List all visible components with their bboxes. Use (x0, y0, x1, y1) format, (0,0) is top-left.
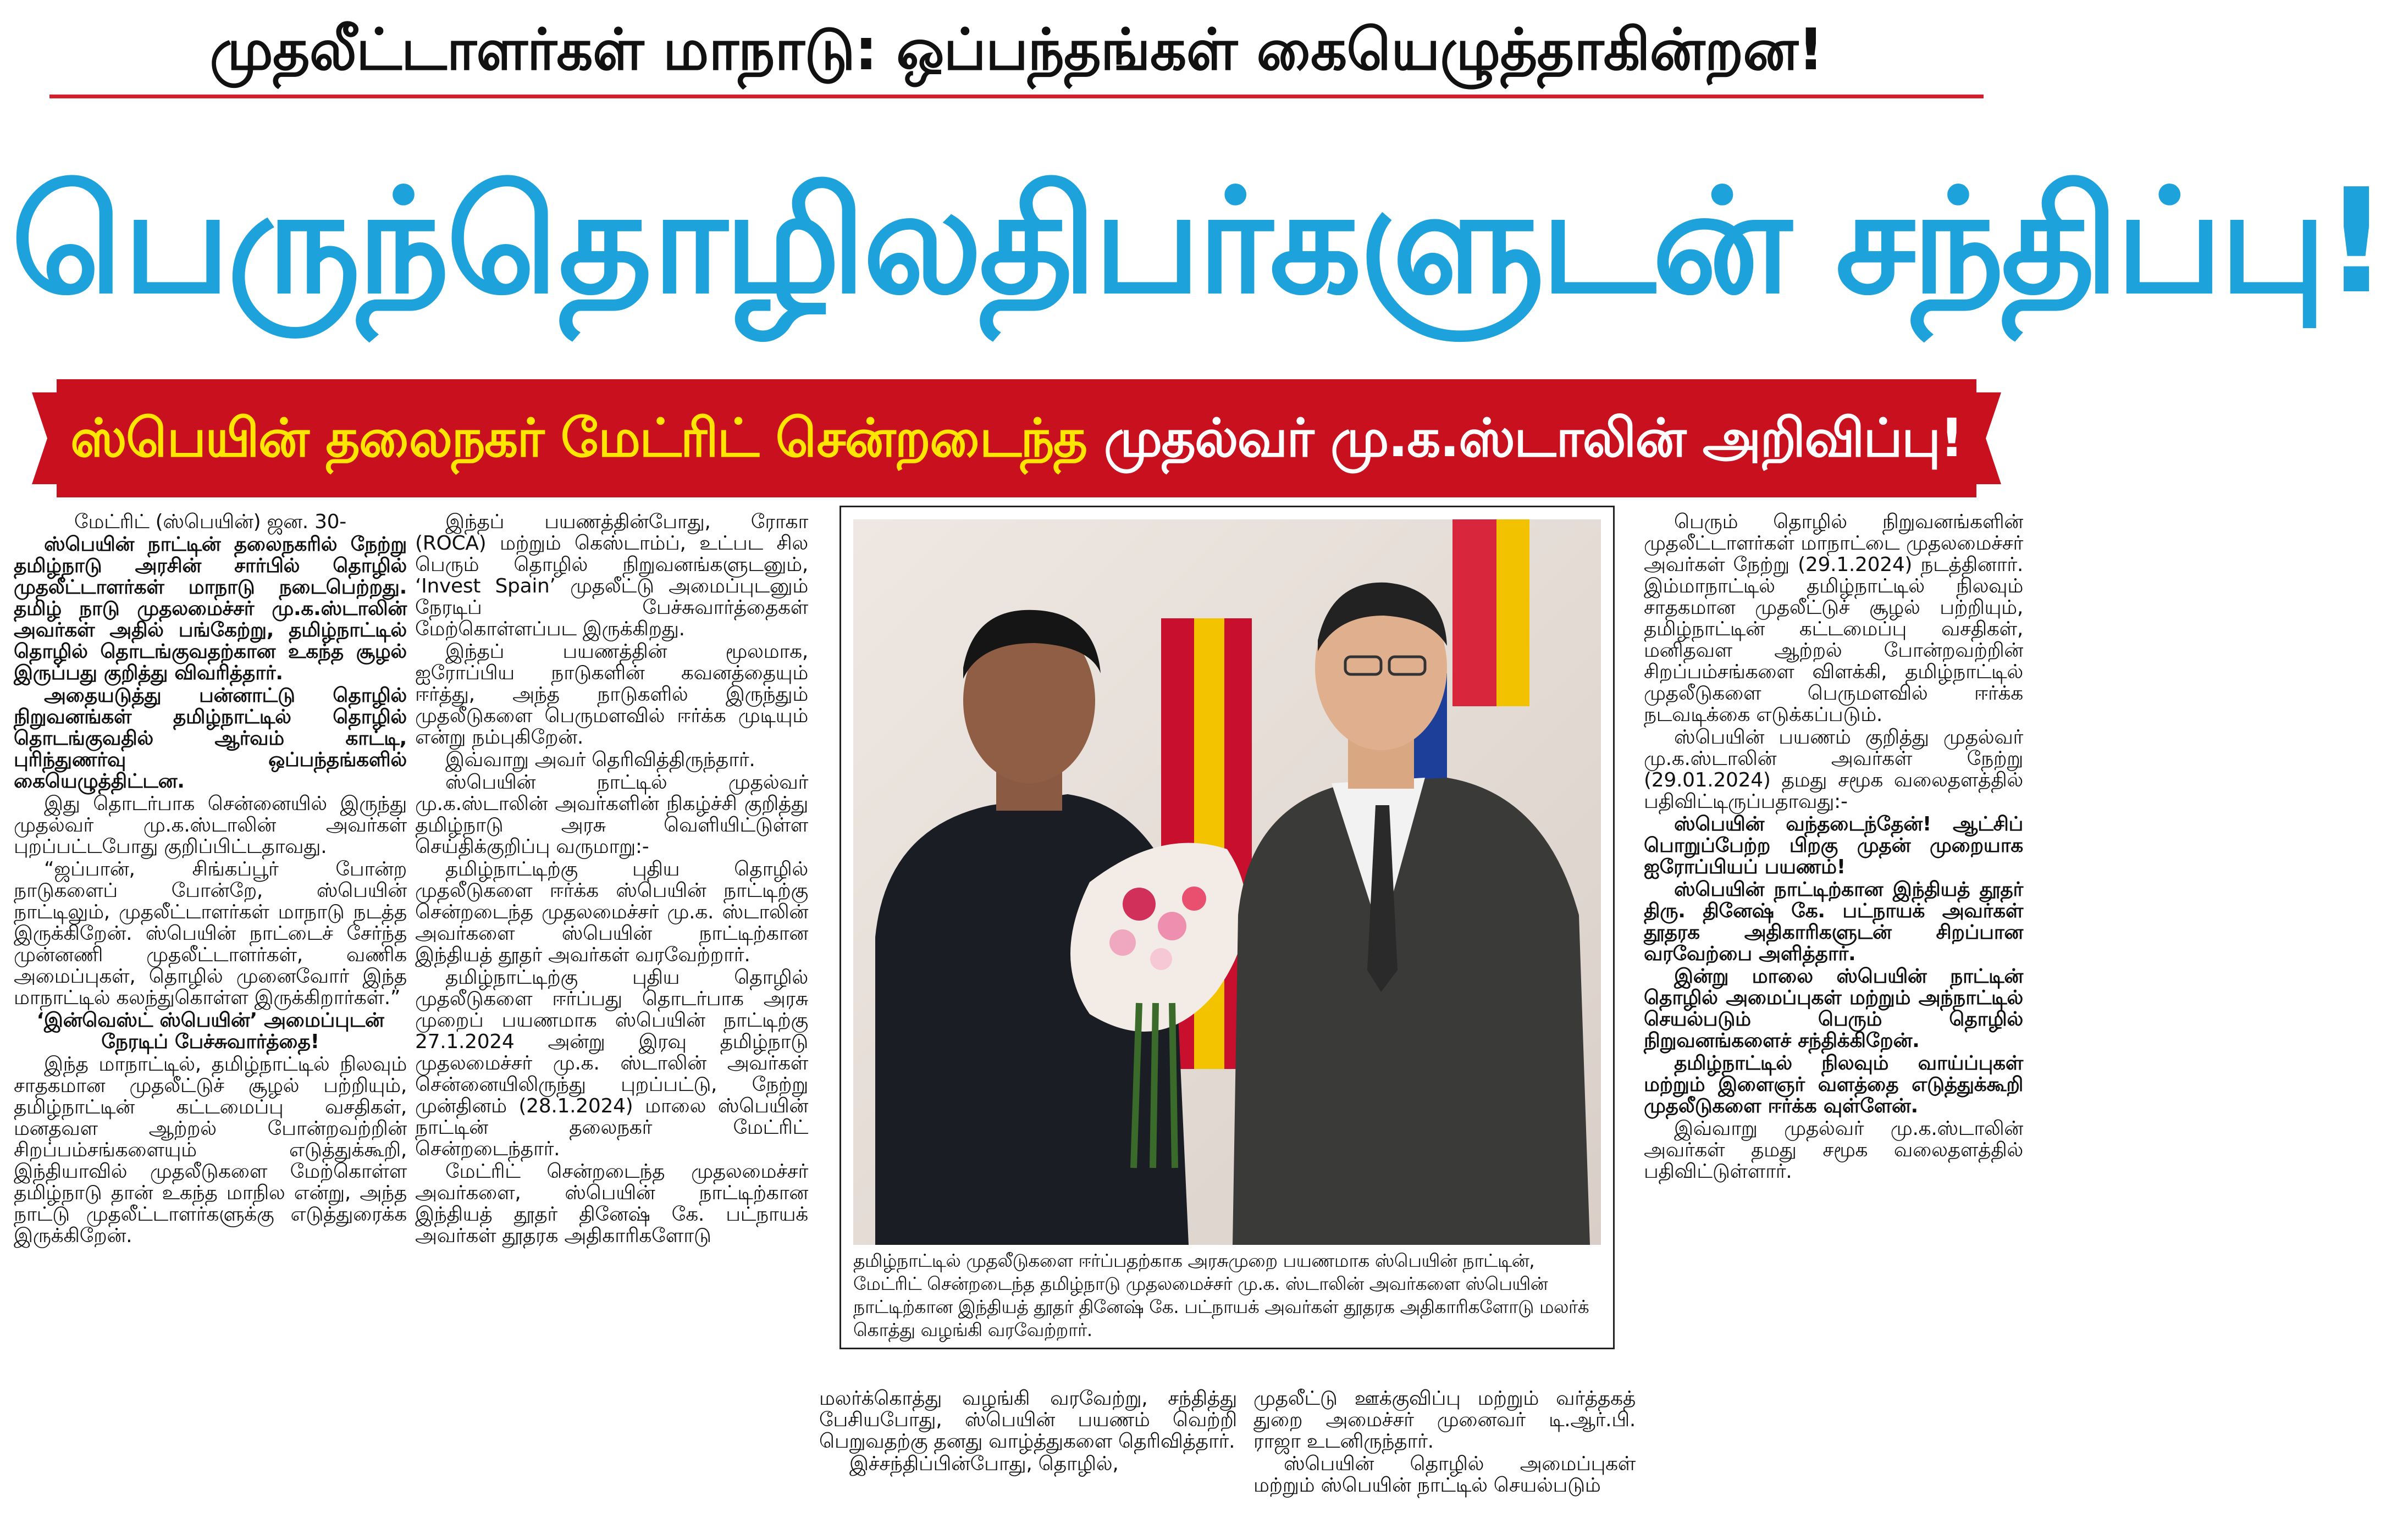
paragraph: தமிழ்நாட்டிற்கு புதிய தொழில் முதலீடுகளை ஈர்க்க ஸ்பெயின் நாட்டிற்கு சென்றடைந்த முதலமைச்சர் மு.க. ஸ்டாலின் அவர்களை ஸ்பெயின் நாட்டிற்கான இந்தியத் தூதர் அவர்கள் வரவேற்றார். (415, 858, 808, 966)
paragraph: ஸ்பெயின் தொழில் அமைப்புகள் மற்றும் ஸ்பெயின் நாட்டில் செயல்படும் (1253, 1453, 1636, 1497)
paragraph: மலர்க்கொத்து வழங்கி வரவேற்று, சந்தித்து பேசியபோது, ஸ்பெயின் பயணம் வெற்றி பெறுவதற்கு தனது வாழ்த்துகளை தெரிவித்தார். (819, 1387, 1237, 1453)
paragraph: இது தொடர்பாக சென்னையில் இருந்து முதல்வர் மு.க.ஸ்டாலின் அவர்கள் புறப்பட்டபோது குறிப்பிட்டதாவது. (14, 793, 407, 858)
social-post-paragraph: ஸ்பெயின் வந்தடைந்தேன்! ஆட்சிப் பொறுப்பேற்ற பிறகு முதன் முறையாக ஐரோப்பியப் பயணம்! (1644, 813, 2023, 878)
paragraph: இந்தப் பயணத்தின் மூலமாக, ஐரோப்பிய நாடுகளின் கவனத்தையும் ஈர்த்து, அந்த நாடுகளில் இருந்தும் முதலீடுகளை பெருமளவில் ஈர்க்க முடியும் என்று நம்புகிறேன். (415, 640, 808, 749)
social-post-paragraph: இன்று மாலை ஸ்பெயின் நாட்டின் தொழில் அமைப்புகள் மற்றும் அந்நாட்டில் செயல்படும் பெரும் தொழில் நிறுவனங்களைச் சந்திக்கிறேன். (1644, 965, 2023, 1052)
paragraph: ஸ்பெயின் நாட்டில் முதல்வர் மு.க.ஸ்டாலின் அவர்களின் நிகழ்ச்சி குறித்து தமிழ்நாடு அரசு வெளியிட்டுள்ள செய்திக்குறிப்பு வருமாறு:- (415, 771, 808, 858)
main-headline: பெருந்தொழிலதிபர்களுடன் சந்திப்பு! (11, 158, 2386, 325)
banner-text (57, 379, 1976, 497)
paragraph: தமிழ்நாட்டிற்கு புதிய தொழில் முதலீடுகளை ஈர்ப்பது தொடர்பாக அரசு முறைப் பயணமாக ஸ்பெயின் நாட்டிற்கு 27.1.2024 அன்று இரவு தமிழ்நாடு முதலமைச்சர் மு.க. ஸ்டாலின் அவர்கள் சென்னையிலிருந்து புறப்பட்டு, நேற்று முன்தினம் (28.1.2024) மாலை ஸ்பெயின் நாட்டின் தலைநகர் மேட்ரிட் சென்றடைந்தார். (415, 966, 808, 1160)
article-column-4 (1253, 1388, 1636, 1540)
quote-paragraph: “ஜப்பான், சிங்கப்பூர் போன்ற நாடுகளைப் போன்றே, ஸ்பெயின் நாட்டிலும், முதலீட்டாளர்கள் மாநாடு நடத்த இருக்கிறேன். ஸ்பெயின் நாட்டைச் சேர்ந்த முன்னணி முதலீட்டாளர்கள், வணிக அமைப்புகள், தொழில் முனைவோர் இந்த மாநாட்டில் கலந்துகொள்ள இருக்கிறார்கள்.” (14, 858, 407, 1009)
paragraph: ஸ்பெயின் நாட்டின் தலைநகரில் நேற்று தமிழ்நாடு அரசின் சார்பில் தொழில் முதலீட்டாளர்கள் மாநாடு நடைபெற்றது. தமிழ் நாடு முதலமைச்சர் மு.க.ஸ்டாலின் அவர்கள் அதில் பங்கேற்று, தமிழ்நாட்டில் தொழில் தொடங்குவதற்கான உகந்த சூழல் இருப்பது குறித்து விவரித்தார். (14, 533, 407, 684)
paragraph: மேட்ரிட் சென்றடைந்த முதலமைச்சர் அவர்களை, ஸ்பெயின் நாட்டிற்கான இந்தியத் தூதர் தினேஷ் கே. பட்நாயக் அவர்கள் தூதரக அதிகாரிகளோடு (415, 1160, 808, 1247)
news-photo (853, 519, 1601, 1245)
social-post-paragraph: ஸ்பெயின் நாட்டிற்கான இந்தியத் தூதர் திரு. தினேஷ் கே. பட்நாயக் அவர்கள் தூதரக அதிகாரிகளுடன் சிறப்பான வரவேற்பை அளித்தார். (1644, 878, 2023, 965)
social-post-paragraph: தமிழ்நாட்டில் நிலவும் வாய்ப்புகள் மற்றும் இளைஞர் வளத்தை எடுத்துக்கூறி முதலீடுகளை ஈர்க்க வுள்ளேன். (1644, 1052, 2023, 1117)
paragraph: இவ்வாறு முதல்வர் மு.க.ஸ்டாலின் அவர்கள் தமது சமூக வலைதளத்தில் பதிவிட்டுள்ளார். (1644, 1117, 2023, 1183)
paragraph: இச்சந்திப்பின்போது, தொழில், (849, 1453, 1119, 1475)
photo-caption: தமிழ்நாட்டில் முதலீடுகளை ஈர்ப்பதற்காக அரசுமுறை பயணமாக ஸ்பெயின் நாட்டின், மேட்ரிட் சென்றடைந்த தமிழ்நாடு முதலமைச்சர் மு.க. ஸ்டாலின் அவர்களை ஸ்பெயின் நாட்டிற்கான இந்தியத் தூதர் தினேஷ் கே. பட்நாயக் அவர்கள் தூதரக அதிகாரிகளோடு மலர்க் கொத்து வழங்கி வரவேற்றார். (853, 1250, 1589, 1340)
paragraph: இவ்வாறு அவர் தெரிவித்திருந்தார். (445, 749, 755, 771)
subheadline-banner (32, 379, 2001, 497)
paragraph: இந்த மாநாட்டில், தமிழ்நாட்டில் நிலவும் சாதகமான முதலீட்டுச் சூழல் பற்றியும், தமிழ்நாட்டின் கட்டமைப்பு வசதிகள், மனதவள ஆற்றல் போன்றவற்றின் சிறப்பம்சங்களையும் எடுத்துக்கூறி, இந்தியாவில் முதலீடுகளை மேற்கொள்ள தமிழ்நாடு தான் உகந்த மாநில என்று, அந்த நாட்டு முதலீட்டாளர்களுக்கு எடுத்துரைக்க இருக்கிறேன். (14, 1053, 407, 1247)
banner-part2: முதல்வர் மு.க.ஸ்டாலின் அறிவிப்பு! (1103, 407, 1963, 469)
article-column-1 (14, 511, 407, 1540)
kicker-headline: முதலீட்டாளர்கள் மாநாடு: ஒப்பந்தங்கள் கையெழுத்தாகின்றன! (209, 16, 1824, 83)
paragraph: அதையடுத்து பன்னாட்டு தொழில் நிறுவனங்கள் தமிழ்நாட்டில் தொழில் தொடங்குவதில் ஆர்வம் காட்டி, புரிந்துணர்வு ஒப்பந்தங்களில் கையெழுத்திட்டன. (14, 684, 407, 793)
dateline: மேட்ரிட் (ஸ்பெயின்) ஜன. 30- (74, 511, 346, 533)
paragraph: இந்தப் பயணத்தின்போது, ரோகா (ROCA) மற்றும் கெஸ்டாம்ப், உட்பட சில பெரும் தொழில் நிறுவனங்களுடனும், ‘Invest Spain’ முதலீட்டு அமைப்புடனும் நேரடிப் பேச்சுவார்த்தைகள் மேற்கொள்ளப்பட இருக்கிறது. (415, 511, 808, 640)
photo-illustration (853, 519, 1601, 1245)
article-column-5 (1644, 511, 2023, 1540)
paragraph: பெரும் தொழில் நிறுவனங்களின் முதலீட்டாளர்கள் மாநாட்டை முதலமைச்சர் அவர்கள் நேற்று (29.1.2024) நடத்தினார். இம்மாநாட்டில் தமிழ்நாட்டில் நிலவும் சாதகமான முதலீட்டுச் சூழல் பற்றியும், தமிழ்நாட்டின் கட்டமைப்பு வசதிகள், மனிதவள ஆற்றல் போன்றவற்றின் சிறப்பம்சங்களை விளக்கி, தமிழ்நாட்டில் முதலீடுகளை பெருமளவில் ஈர்க்க நடவடிக்கை எடுக்கப்படும். (1644, 511, 2023, 726)
banner-part1: ஸ்பெயின் தலைநகர் மேட்ரிட் சென்றடைந்த (70, 407, 1087, 469)
paragraph: ஸ்பெயின் பயணம் குறித்து முதல்வர் மு.க.ஸ்டாலின் அவர்கள் நேற்று (29.01.2024) தமது சமூக வலைதளத்தில் பதிவிட்டிருப்பதாவது:- (1644, 726, 2023, 813)
kicker-rule (49, 95, 1984, 98)
article-column-3 (819, 1388, 1237, 1540)
paragraph: முதலீட்டு ஊக்குவிப்பு மற்றும் வர்த்தகத் துறை அமைச்சர் முனைவர் டி.ஆர்.பி. ராஜா உடனிருந்தார். (1253, 1387, 1636, 1453)
subheading: ‘இன்வெஸ்ட் ஸ்பெயின்’ அமைப்புடன் நேரடிப் பேச்சுவார்த்தை! (36, 1009, 384, 1053)
article-column-2 (415, 511, 808, 1540)
photo-frame (839, 506, 1615, 1349)
